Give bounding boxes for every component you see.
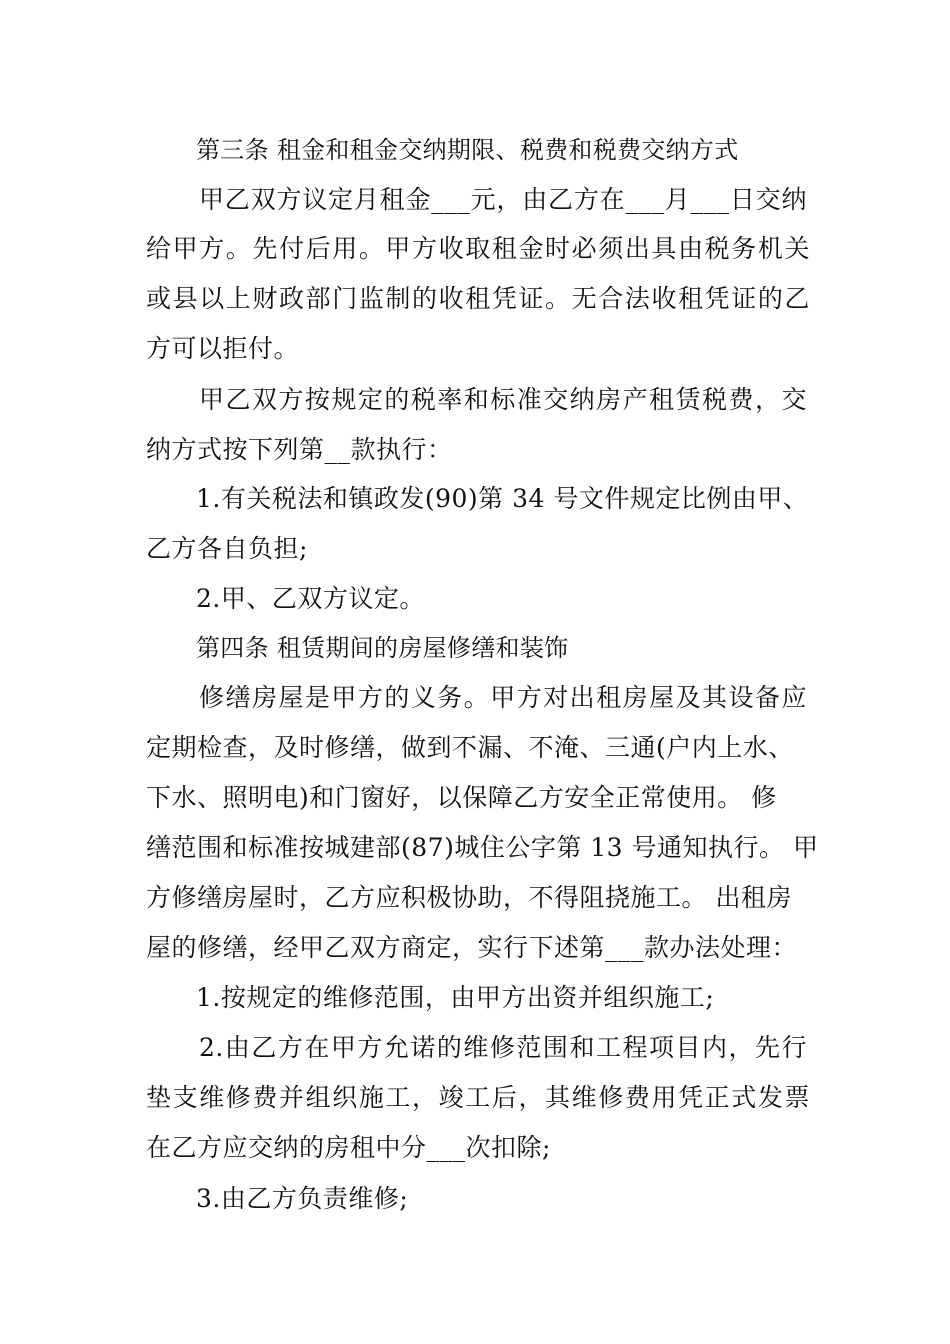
paragraph-line: 或县以上财政部门监制的收租凭证。无合法收租凭证的乙 xyxy=(146,284,810,313)
paragraph-line: 定期检查，及时修缮，做到不漏、不淹、三通(户内上水、 xyxy=(146,733,794,762)
list-item: 1.有关税法和镇政发(90)第 34 号文件规定比例由甲、 xyxy=(196,484,809,513)
list-item-continuation: 乙方各自负担; xyxy=(146,534,308,563)
list-item: 1.按规定的维修范围，由甲方出资并组织施工; xyxy=(196,983,715,1012)
list-item-continuation: 在乙方应交纳的房租中分___次扣除; xyxy=(146,1133,551,1162)
list-item: 2.由乙方在甲方允诺的维修范围和工程项目内，先行 xyxy=(199,1033,807,1062)
article-four-heading: 第四条 租赁期间的房屋修缮和装饰 xyxy=(196,634,569,662)
paragraph-line: 甲乙双方议定月租金___元，由乙方在___月___日交纳 xyxy=(199,185,807,214)
list-item: 3.由乙方负责维修; xyxy=(196,1184,409,1213)
paragraph-line: 方可以拒付。 xyxy=(146,334,300,363)
list-item-continuation: 垫支维修费并组织施工，竣工后，其维修费用凭正式发票 xyxy=(146,1083,810,1112)
list-item: 2.甲、乙双方议定。 xyxy=(196,584,425,613)
paragraph-line: 方修缮房屋时，乙方应积极协助，不得阻挠施工。 出租房 xyxy=(146,883,792,912)
paragraph-line: 甲乙双方按规定的税率和标准交纳房产租赁税费，交 xyxy=(199,385,807,414)
paragraph-line: 纳方式按下列第__款执行： xyxy=(146,435,453,464)
paragraph-line: 修缮房屋是甲方的义务。甲方对出租房屋及其设备应 xyxy=(199,683,807,712)
paragraph-line: 给甲方。先付后用。甲方收取租金时必须出具由税务机关 xyxy=(146,234,810,263)
article-three-heading: 第三条 租金和租金交纳期限、税费和税费交纳方式 xyxy=(196,136,739,164)
paragraph-line: 屋的修缮，经甲乙双方商定，实行下述第___款办法处理： xyxy=(146,933,798,962)
paragraph-line: 缮范围和标准按城建部(87)城住公字第 13 号通知执行。 甲 xyxy=(146,833,819,862)
paragraph-line: 下水、照明电)和门窗好，以保障乙方安全正常使用。 修 xyxy=(146,783,777,812)
